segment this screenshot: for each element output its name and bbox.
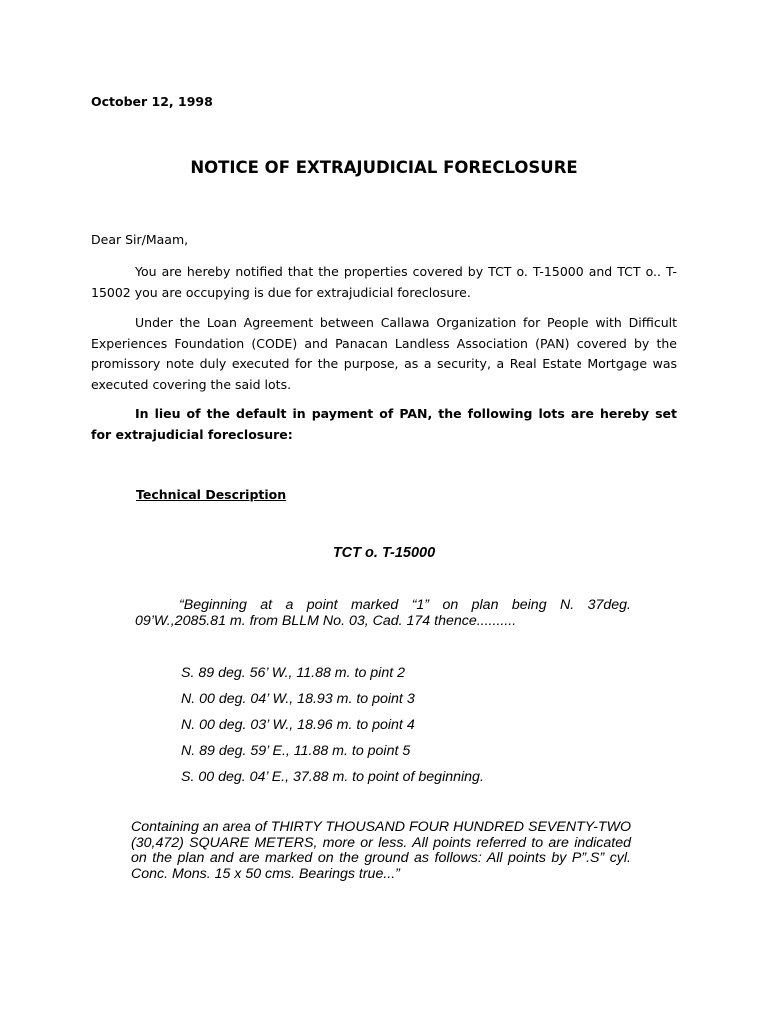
beginning-description: “Beginning at a point marked “1” on plan being N. 37deg. 09’W.,2085.81 m. from BLLM No. 03, Cad. 174 thence.......... xyxy=(135,597,631,629)
bearing-line: N. 89 deg. 59’ E., 11.88 m. to point 5 xyxy=(181,743,411,759)
salutation: Dear Sir/Maam, xyxy=(91,232,189,247)
technical-description-heading: Technical Description xyxy=(136,487,287,502)
bearing-line: N. 00 deg. 03’ W., 18.96 m. to point 4 xyxy=(181,717,415,733)
tct-title: TCT o. T-15000 xyxy=(332,545,436,561)
bearing-line: S. 00 deg. 04’ E., 37.88 m. to point of beginning. xyxy=(181,769,484,785)
bearing-line: N. 00 deg. 04’ W., 18.93 m. to point 3 xyxy=(181,691,415,707)
paragraph-default-notice: In lieu of the default in payment of PAN, the following lots are hereby set for extrajudicial foreclosure: xyxy=(91,406,677,442)
letter-date: October 12, 1998 xyxy=(91,94,213,109)
area-description: Containing an area of THIRTY THOUSAND FOUR HUNDRED SEVENTY-TWO (30,472) SQUARE METERS, more or less. All points referred to are indicated on the plan and are marked on the ground as follows: All points by P”.S” cyl. Conc. Mons. 15 x 50 cms. Bearings true...” xyxy=(131,819,631,882)
paragraph-loan-agreement: Under the Loan Agreement between Callawa Organization for People with Difficult Experiences Foundation (CODE) and Panacan Landless Association (PAN) covered by the promissory note duly executed for the purpose, as a security, a Real Estate Mortgage was executed covering the said lots. xyxy=(91,315,677,392)
notice-title: NOTICE OF EXTRAJUDICIAL FORECLOSURE xyxy=(190,158,578,177)
bearing-line: S. 89 deg. 56’ W., 11.88 m. to pint 2 xyxy=(181,665,405,681)
paragraph-notification: You are hereby notified that the properties covered by TCT o. T-15000 and TCT o.. T-15002 you are occupying is due for extrajudicial foreclosure. xyxy=(91,264,677,300)
